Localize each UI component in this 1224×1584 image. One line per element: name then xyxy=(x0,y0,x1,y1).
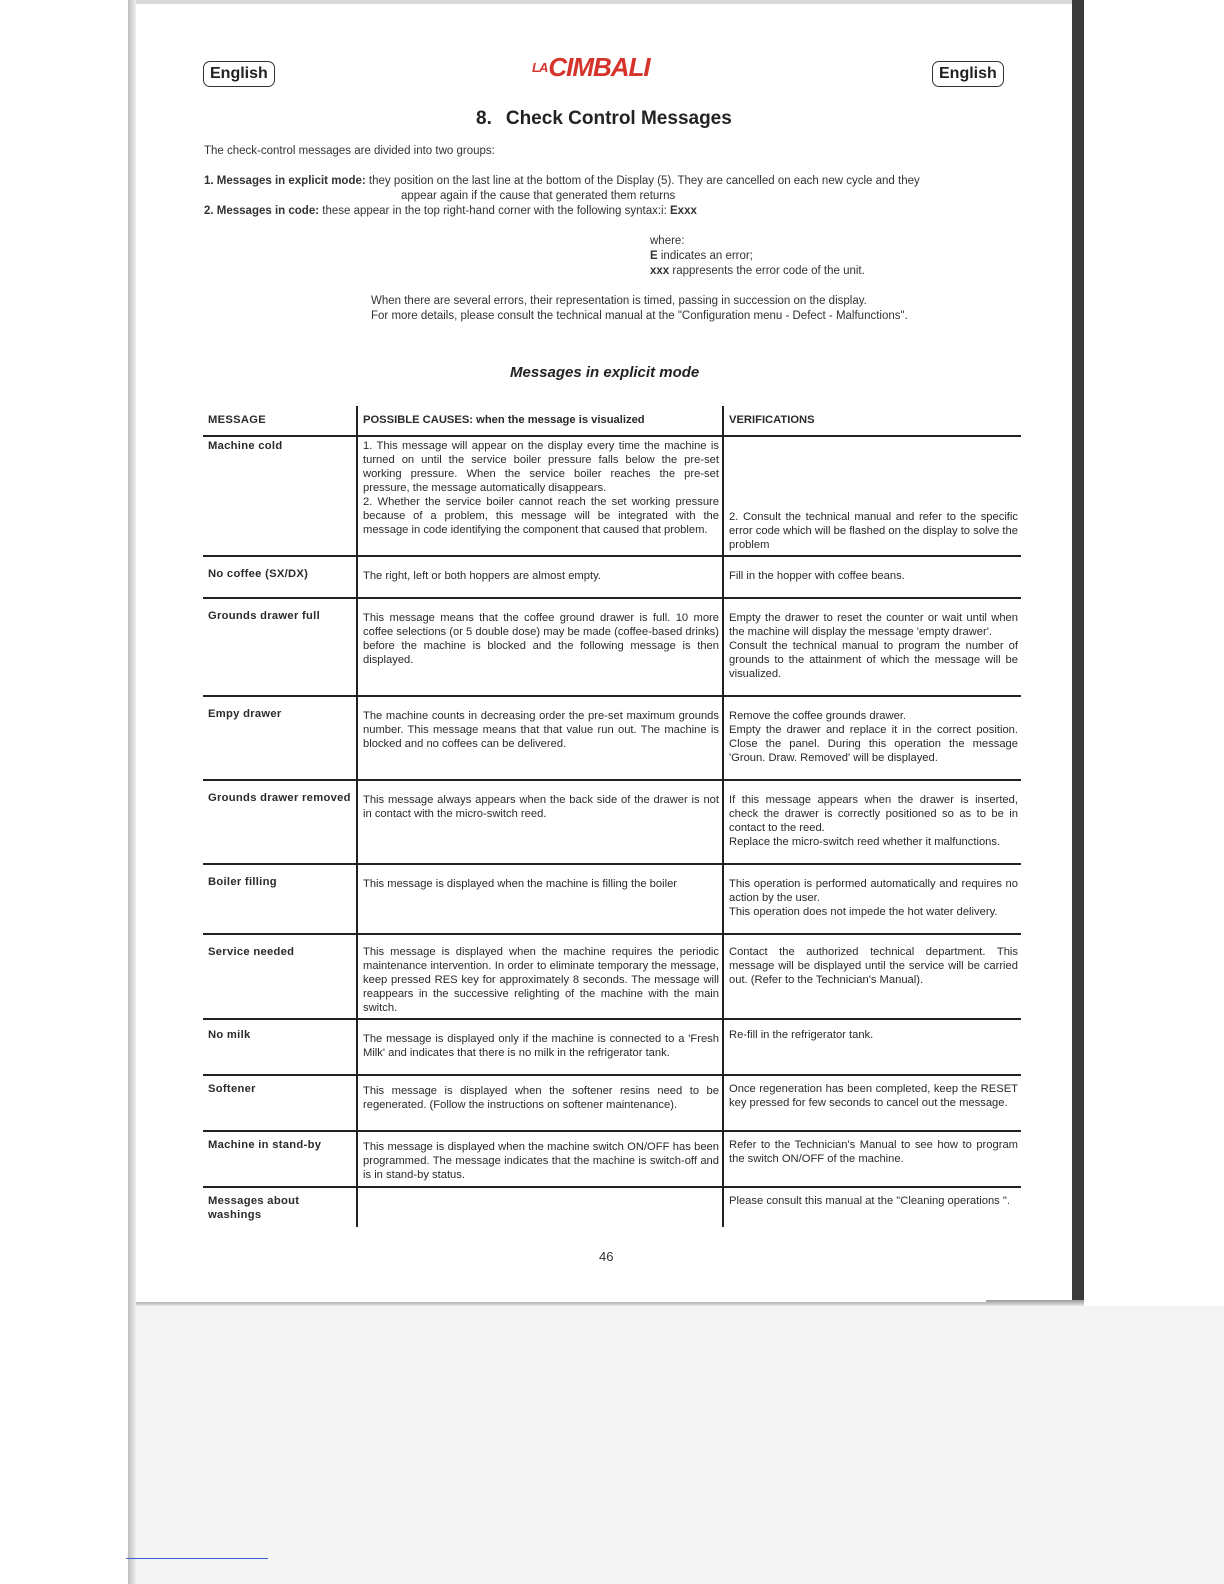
title-text: Check Control Messages xyxy=(505,108,732,129)
table-row xyxy=(203,1075,1021,1131)
row-cause: The right, left or both hoppers are almost empty. xyxy=(357,556,723,598)
logo-prefix: LA xyxy=(532,60,548,75)
table-row xyxy=(203,436,1021,556)
table-row xyxy=(203,556,1021,598)
row-cause: The machine counts in decreasing order the pre-set maximum grounds number. This message means that that value run out. The machine is blocked and no coffees can be delivered. xyxy=(357,696,723,780)
syntax-x-text: rappresents the error code of the unit. xyxy=(672,265,865,277)
row-verification: Contact the authorized technical department. This message will be displayed until the service will be carried out. (Refer to the Technician's Manual). xyxy=(723,934,1021,1019)
row-cause: The message is displayed only if the machine is connected to a 'Fresh Milk' and indicates that there is no milk in the refrigerator tank. xyxy=(357,1019,723,1075)
table-header-row xyxy=(203,406,1021,436)
row-cause xyxy=(357,436,723,556)
row-message: Machine cold xyxy=(203,436,357,556)
syntax-e-text: indicates an error; xyxy=(660,250,753,262)
row-message: Empy drawer xyxy=(203,696,357,780)
table-row xyxy=(203,934,1021,1019)
language-badge-left: English xyxy=(203,61,275,87)
verification-paragraph: This operation does not impede the hot water delivery. xyxy=(729,906,998,918)
row-message: Softener xyxy=(203,1075,357,1131)
row-verification: Refer to the Technician's Manual to see how to program the switch ON/OFF of the machine. xyxy=(723,1131,1021,1187)
table-row xyxy=(203,696,1021,780)
row-cause: This message is displayed when the softener resins need to be regenerated. (Follow the instructions on softener maintenance). xyxy=(357,1075,723,1131)
messages-table xyxy=(203,406,1021,1227)
cause-paragraph: 1. This message will appear on the display every time the machine is turned on until the service boiler pressure falls below the pre-set working pressure. When the service boiler reaches the pre-set pressure, the message automatically disappears. xyxy=(363,440,719,494)
manual-page xyxy=(136,4,1018,1302)
row-verification: Fill in the hopper with coffee beans. xyxy=(723,556,1021,598)
blue-rule xyxy=(126,1558,268,1559)
verification-paragraph: Empty the drawer and replace it in the correct position. Close the panel. During this operation the message 'Groun. Draw. Removed' will be displayed. xyxy=(729,724,1018,764)
note-2: For more details, please consult the technical manual at the "Configuration menu - Defect - Malfunctions". xyxy=(371,310,908,322)
group-1-line2: appear again if the cause that generated them returns xyxy=(401,190,676,202)
scan-right-edge xyxy=(1072,0,1084,1308)
syntax-x-code: xxx xyxy=(650,265,670,277)
group-1 xyxy=(204,174,920,189)
verification-paragraph: If this message appears when the drawer is inserted, check the drawer is correctly positioned so as to be in contact to the reed. xyxy=(729,794,1018,834)
header-causes: POSSIBLE CAUSES: when the message is visualized xyxy=(357,406,723,436)
table-row xyxy=(203,598,1021,696)
row-cause: This message means that the coffee ground drawer is full. 10 more coffee selections (or 5 double dose) may be made (coffee-based drinks) before the machine is blocked and the following message is then displayed. xyxy=(357,598,723,696)
intro-text: The check-control messages are divided into two groups: xyxy=(204,145,495,157)
section-title: Messages in explicit mode xyxy=(510,364,700,381)
verification-paragraph: Empty the drawer to reset the counter or wait until when the machine will display the message 'empty drawer'. xyxy=(729,612,1018,638)
table-row xyxy=(203,864,1021,934)
language-badge-right: English xyxy=(932,61,1004,87)
group-2-line1: these appear in the top right-hand corner with the following syntax:i: xyxy=(322,205,667,217)
row-cause: This message is displayed when the machine is filling the boiler xyxy=(357,864,723,934)
page-title xyxy=(476,108,732,130)
row-message: Grounds drawer full xyxy=(203,598,357,696)
syntax-e xyxy=(650,249,753,264)
row-message: Service needed xyxy=(203,934,357,1019)
scan-left-shadow xyxy=(128,0,136,1584)
verification-paragraph: Remove the coffee grounds drawer. xyxy=(729,710,907,722)
verification-paragraph: Consult the technical manual to program the number of grounds to the attainment of which the message will be visualized. xyxy=(729,640,1018,680)
row-message: Messages about washings xyxy=(208,1195,300,1221)
row-cause: This message is displayed when the machine requires the periodic maintenance intervention. In order to eliminate temporary the message, keep pressed RES key for approximately 8 seconds. The message will reappears in the successive relighting of the machine with the main switch. xyxy=(357,934,723,1019)
title-number: 8. xyxy=(476,108,492,129)
group-1-line1: they position on the last line at the bottom of the Display (5). They are cancelled on each new cycle and they xyxy=(368,175,920,187)
row-cause: This message always appears when the back side of the drawer is not in contact with the micro-switch reed. xyxy=(357,780,723,864)
syntax-e-code: E xyxy=(650,250,658,262)
group-2 xyxy=(204,204,697,219)
table-row xyxy=(203,780,1021,864)
row-cause: This message is displayed when the machine switch ON/OFF has been programmed. The message indicates that the machine is switch-off and is in stand-by status. xyxy=(357,1131,723,1187)
header-message: MESSAGE xyxy=(203,406,357,436)
row-verification xyxy=(723,598,1021,696)
group-2-code: Exxx xyxy=(670,205,697,217)
row-verification: 2. Consult the technical manual and refer to the specific error code which will be flashed on the display to solve the problem xyxy=(723,436,1021,556)
row-verification: Re-fill in the refrigerator tank. xyxy=(723,1019,1021,1075)
cause-paragraph: 2. Whether the service boiler cannot reach the set working pressure because of a problem, this message will be integrated with the message in code identifying the component that caused that problem. xyxy=(363,496,719,536)
row-verification: Once regeneration has been completed, keep the RESET key pressed for few seconds to cancel out the message. xyxy=(723,1075,1021,1131)
logo-main: CIMBALI xyxy=(548,52,650,82)
syntax-x xyxy=(650,264,865,279)
scanner-background xyxy=(136,1306,1224,1584)
header-verifications: VERIFICATIONS xyxy=(723,406,1021,436)
row-message: Boiler filling xyxy=(203,864,357,934)
table-row xyxy=(203,1131,1021,1187)
verification-paragraph: This operation is performed automatically and requires no action by the user. xyxy=(729,878,1018,904)
brand-logo xyxy=(532,52,650,83)
row-verification xyxy=(723,780,1021,864)
table-row xyxy=(203,1187,1021,1227)
note-1: When there are several errors, their representation is timed, passing in succession on the display. xyxy=(371,295,867,307)
group-1-label: 1. Messages in explicit mode: xyxy=(204,175,366,187)
group-2-label: 2. Messages in code: xyxy=(204,205,320,217)
row-verification xyxy=(723,864,1021,934)
page-number: 46 xyxy=(599,1249,614,1264)
row-verification xyxy=(723,696,1021,780)
verification-paragraph: Replace the micro-switch reed whether it malfunctions. xyxy=(729,836,1001,848)
row-message: No milk xyxy=(203,1019,357,1075)
row-cause xyxy=(357,1187,723,1227)
row-verification: Please consult this manual at the "Cleaning operations ". xyxy=(723,1187,1021,1227)
row-message: Grounds drawer removed xyxy=(203,780,357,864)
row-message: Machine in stand-by xyxy=(203,1131,357,1187)
row-message: No coffee (SX/DX) xyxy=(203,556,357,598)
table-row xyxy=(203,1019,1021,1075)
syntax-where: where: xyxy=(650,235,685,247)
